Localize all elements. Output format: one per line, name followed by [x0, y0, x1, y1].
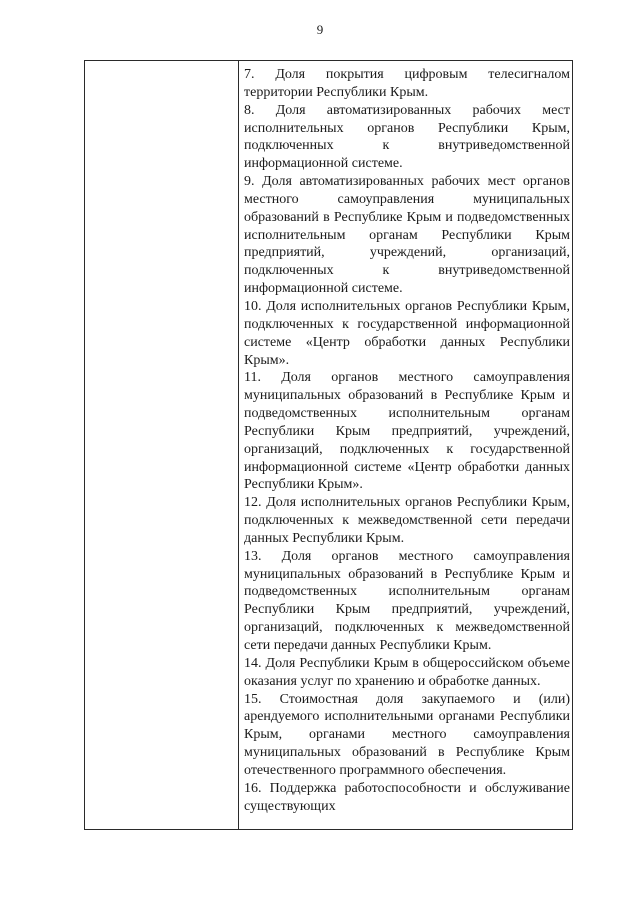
page-number: 9 [316, 22, 324, 37]
table-left-cell [85, 61, 239, 829]
indicator-item: 15. Стоимостная доля закупаемого и (или) арендуемого исполнительными органами Республики Крым, органами местного самоуправления муниципальных образований в Республике Крым отечественного программного обеспечения. [244, 691, 570, 778]
indicator-item: 10. Доля исполнительных органов Республики Крым, подключенных к государственной информационной системе «Центр обработки данных Республики Крым». [244, 298, 570, 368]
table-right-cell [239, 61, 573, 829]
indicator-item: 7. Доля покрытия цифровым телесигналом территории Республики Крым. [244, 67, 570, 100]
indicator-item: 16. Поддержка работоспособности и обслуживание существующих [244, 780, 570, 814]
indicator-item: 9. Доля автоматизированных рабочих мест органов местного самоуправления муниципальных образований в Республике Крым и подведомственных исполнительным органам Республики Крым предприятий, учреждений, организаций, подключенных к внутриведомственной информационной системе. [244, 174, 570, 297]
indicators-table [84, 60, 573, 830]
indicator-item: 14. Доля Республики Крым в общероссийском объеме оказания услуг по хранению и обработке данных. [244, 655, 570, 689]
indicator-item: 12. Доля исполнительных органов Республики Крым, подключенных к межведомственной сети передачи данных Республики Крым. [244, 495, 570, 546]
indicator-item: 8. Доля автоматизированных рабочих мест исполнительных органов Республики Крым, подключенных к внутриведомственной информационной системе. [244, 102, 570, 172]
indicator-item: 11. Доля органов местного самоуправления муниципальных образований в Республике Крым и подведомственных исполнительным органам Республики Крым предприятий, учреждений, организаций, подключенных к государственной информационной системе «Центр обработки данных Республики Крым». [244, 370, 570, 493]
indicator-item: 13. Доля органов местного самоуправления муниципальных образований в Республике Крым и подведомственных исполнительным органам Республики Крым предприятий, учреждений, организаций, подключенных к межведомственной сети передачи данных Республики Крым. [244, 548, 570, 653]
